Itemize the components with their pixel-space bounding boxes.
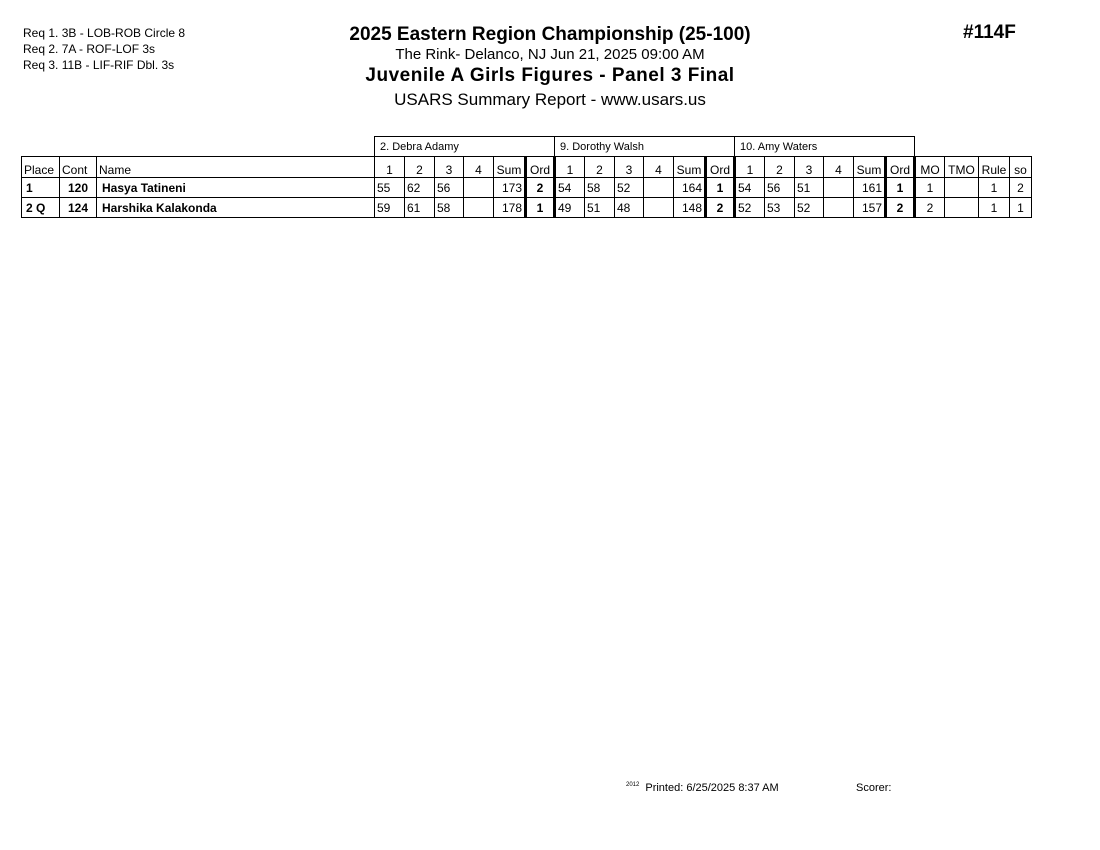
j3-score3-header: 3 xyxy=(795,157,824,178)
tmo-cell xyxy=(945,198,979,218)
name-header: Name xyxy=(97,157,375,178)
so-header: so xyxy=(1010,157,1032,178)
j3-sum: 161 xyxy=(854,178,886,198)
j2-score2: 51 xyxy=(585,198,615,218)
report-title: USARS Summary Report - www.usars.us xyxy=(394,90,706,109)
j2-ord: 1 xyxy=(706,178,735,198)
j2-sum-header: Sum xyxy=(674,157,706,178)
j2-score2: 58 xyxy=(585,178,615,198)
tmo-header: TMO xyxy=(945,157,979,178)
j1-score3-header: 3 xyxy=(435,157,464,178)
results-table xyxy=(21,136,1032,218)
j2-score4-header: 4 xyxy=(644,157,674,178)
table-row xyxy=(22,198,1032,218)
cont-cell: 120 xyxy=(60,178,97,198)
skater-name: Harshika Kalakonda xyxy=(97,198,375,218)
j2-score3: 48 xyxy=(615,198,644,218)
rule-cell: 1 xyxy=(979,178,1010,198)
place-header: Place xyxy=(22,157,60,178)
j3-ord: 1 xyxy=(886,178,915,198)
requirements-list xyxy=(23,25,185,73)
table-row xyxy=(22,178,1032,198)
event-name: Juvenile A Girls Figures - Panel 3 Final xyxy=(365,65,735,86)
place-cell: 2 Q xyxy=(22,198,60,218)
judge-1-name: 2. Debra Adamy xyxy=(375,137,555,157)
rule-cell: 1 xyxy=(979,198,1010,218)
mo-cell: 1 xyxy=(915,178,945,198)
j3-score4 xyxy=(824,198,854,218)
j3-score4-header: 4 xyxy=(824,157,854,178)
j3-sum-header: Sum xyxy=(854,157,886,178)
judge-2-name: 9. Dorothy Walsh xyxy=(555,137,735,157)
j2-score2-header: 2 xyxy=(585,157,615,178)
j2-score3: 52 xyxy=(615,178,644,198)
j1-sum: 178 xyxy=(494,198,526,218)
j3-ord: 2 xyxy=(886,198,915,218)
skater-name: Hasya Tatineni xyxy=(97,178,375,198)
version-number: 2012 xyxy=(626,782,640,788)
j2-score1-header: 1 xyxy=(555,157,585,178)
j3-score3: 52 xyxy=(795,198,824,218)
j1-score2-header: 2 xyxy=(405,157,435,178)
cont-header: Cont xyxy=(60,157,97,178)
j1-score1: 55 xyxy=(375,178,405,198)
j3-score4 xyxy=(824,178,854,198)
j1-score4 xyxy=(464,178,494,198)
so-cell: 2 xyxy=(1010,178,1032,198)
j1-score3: 58 xyxy=(435,198,464,218)
j1-score4-header: 4 xyxy=(464,157,494,178)
j1-ord: 1 xyxy=(526,198,555,218)
j3-sum: 157 xyxy=(854,198,886,218)
j2-sum: 148 xyxy=(674,198,706,218)
rule-header: Rule xyxy=(979,157,1010,178)
j2-score3-header: 3 xyxy=(615,157,644,178)
j3-score1: 52 xyxy=(735,198,765,218)
j2-ord-header: Ord xyxy=(706,157,735,178)
scorer-label: Scorer: xyxy=(856,782,892,794)
cont-cell: 124 xyxy=(60,198,97,218)
j2-score1: 54 xyxy=(555,178,585,198)
judge-header-row xyxy=(22,137,1032,157)
event-number: #114F xyxy=(963,22,1016,43)
competition-title: 2025 Eastern Region Championship (25-100) xyxy=(349,24,751,45)
j1-score2: 62 xyxy=(405,178,435,198)
venue-date: The Rink- Delanco, NJ Jun 21, 2025 09:00 AM xyxy=(395,46,705,63)
requirement-2: Req 2. 7A - ROF-LOF 3s xyxy=(23,42,156,56)
j1-ord-header: Ord xyxy=(526,157,555,178)
j1-score2: 61 xyxy=(405,198,435,218)
j3-ord-header: Ord xyxy=(886,157,915,178)
j3-score1-header: 1 xyxy=(735,157,765,178)
j2-sum: 164 xyxy=(674,178,706,198)
j2-ord: 2 xyxy=(706,198,735,218)
j1-score1-header: 1 xyxy=(375,157,405,178)
j1-sum-header: Sum xyxy=(494,157,526,178)
requirement-3: Req 3. 11B - LIF-RIF Dbl. 3s xyxy=(23,58,175,72)
j1-ord: 2 xyxy=(526,178,555,198)
column-header-row xyxy=(22,157,1032,178)
j2-score4 xyxy=(644,178,674,198)
j3-score2: 53 xyxy=(765,198,795,218)
requirement-1: Req 1. 3B - LOB-ROB Circle 8 xyxy=(23,26,186,40)
printed-timestamp: Printed: 6/25/2025 8:37 AM xyxy=(645,782,779,794)
j1-score1: 59 xyxy=(375,198,405,218)
j2-score1: 49 xyxy=(555,198,585,218)
judge-3-name: 10. Amy Waters xyxy=(735,137,915,157)
mo-cell: 2 xyxy=(915,198,945,218)
j1-sum: 173 xyxy=(494,178,526,198)
j1-score3: 56 xyxy=(435,178,464,198)
j3-score1: 54 xyxy=(735,178,765,198)
print-footer xyxy=(626,782,779,794)
j3-score2: 56 xyxy=(765,178,795,198)
tmo-cell xyxy=(945,178,979,198)
j3-score2-header: 2 xyxy=(765,157,795,178)
j1-score4 xyxy=(464,198,494,218)
mo-header: MO xyxy=(915,157,945,178)
so-cell: 1 xyxy=(1010,198,1032,218)
j3-score3: 51 xyxy=(795,178,824,198)
place-cell: 1 xyxy=(22,178,60,198)
j2-score4 xyxy=(644,198,674,218)
